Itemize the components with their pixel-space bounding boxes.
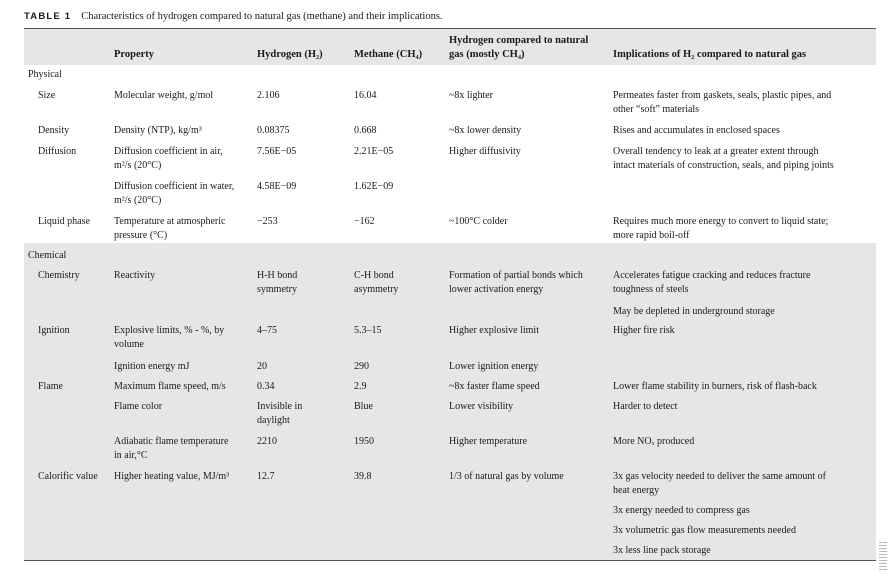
category-cell: Calorific value bbox=[38, 471, 98, 482]
comparison-cell: ~8x lighter bbox=[449, 90, 494, 101]
implication-cell: Accelerates fatigue cracking and reduces fracture toughness of steels bbox=[613, 270, 811, 295]
implication-cell: More NOₓ produced bbox=[613, 436, 695, 447]
hydrogen-cell: 4–75 bbox=[257, 325, 277, 336]
hydrogen-cell: 2210 bbox=[257, 436, 277, 447]
methane-cell: 290 bbox=[354, 361, 369, 372]
implication-cell: Harder to detect bbox=[613, 401, 678, 412]
property-cell: Diffusion coefficient in water, m²/s (20°C) bbox=[114, 181, 235, 206]
hydrogen-cell: 7.56E−05 bbox=[257, 146, 297, 157]
methane-cell: 39.8 bbox=[354, 471, 372, 482]
category-cell: Flame bbox=[38, 381, 63, 392]
hydrogen-cell: 0.34 bbox=[257, 381, 275, 392]
category-cell: Liquid phase bbox=[38, 216, 90, 227]
methane-cell: 1.62E−09 bbox=[354, 181, 394, 192]
hydrogen-cell: Invisible in daylight bbox=[257, 401, 303, 426]
data-table bbox=[24, 28, 876, 561]
implication-cell: Requires much more energy to convert to liquid state; more rapid boil-off bbox=[613, 216, 829, 241]
implication-cell: 3x energy needed to compress gas bbox=[613, 505, 750, 516]
table-label: TABLE 1 bbox=[24, 11, 72, 22]
category-cell: Ignition bbox=[38, 325, 70, 336]
comparison-cell: Lower visibility bbox=[449, 401, 514, 412]
implication-cell: May be depleted in underground storage bbox=[613, 306, 775, 317]
property-cell: Density (NTP), kg/m³ bbox=[114, 125, 202, 136]
header-hydrogen: Hydrogen (H₂) bbox=[257, 49, 323, 60]
comparison-cell: ~100°C colder bbox=[449, 216, 508, 227]
property-cell: Ignition energy mJ bbox=[114, 361, 190, 372]
methane-cell: 2.9 bbox=[354, 381, 367, 392]
header-implications: Implications of H₂ compared to natural gas bbox=[613, 49, 807, 60]
property-cell: Reactivity bbox=[114, 270, 156, 281]
implication-cell: 3x less line pack storage bbox=[613, 545, 711, 556]
methane-cell: 1950 bbox=[354, 436, 374, 447]
hydrogen-cell: 0.08375 bbox=[257, 125, 290, 136]
comparison-cell: ~8x lower density bbox=[449, 125, 522, 136]
methane-cell: 0.668 bbox=[354, 125, 377, 136]
category-cell: Density bbox=[38, 125, 70, 136]
hydrogen-cell: 4.58E−09 bbox=[257, 181, 297, 192]
header-property: Property bbox=[114, 49, 155, 60]
property-cell: Maximum flame speed, m/s bbox=[114, 381, 226, 392]
hydrogen-cell: 12.7 bbox=[257, 471, 275, 482]
comparison-cell: Formation of partial bonds which lower activation energy bbox=[449, 270, 583, 295]
hydrogen-cell: H-H bond symmetry bbox=[257, 270, 298, 295]
implication-cell: Permeates faster from gaskets, seals, plastic pipes, and other “soft” materials bbox=[613, 90, 832, 115]
implication-cell: Lower flame stability in burners, risk of flash-back bbox=[613, 381, 817, 392]
property-cell: Adiabatic flame temperature in air,°C bbox=[114, 436, 229, 461]
comparison-cell: ~8x faster flame speed bbox=[449, 381, 540, 392]
implication-cell: 3x gas velocity needed to deliver the same amount of heat energy bbox=[613, 471, 826, 496]
implication-cell: Overall tendency to leak at a greater extent through intact materials of construction, seals, and piping joints bbox=[613, 146, 834, 171]
section-physical: Physical bbox=[28, 69, 62, 80]
methane-cell: 5.3–15 bbox=[354, 325, 382, 336]
methane-cell: C-H bond asymmetry bbox=[354, 270, 399, 295]
side-watermark bbox=[879, 540, 887, 570]
header-methane: Methane (CH₄) bbox=[354, 49, 423, 60]
property-cell: Diffusion coefficient in air, m²/s (20°C) bbox=[114, 146, 223, 171]
table-title: Characteristics of hydrogen compared to natural gas (methane) and their implications. bbox=[81, 11, 443, 22]
methane-cell: 2.21E−05 bbox=[354, 146, 394, 157]
category-cell: Chemistry bbox=[38, 270, 80, 281]
methane-cell: −162 bbox=[354, 216, 375, 227]
section-chemical: Chemical bbox=[28, 250, 67, 261]
hydrogen-cell: −253 bbox=[257, 216, 278, 227]
methane-cell: Blue bbox=[354, 401, 373, 412]
comparison-cell: Higher diffusivity bbox=[449, 146, 521, 157]
property-cell: Flame color bbox=[114, 401, 163, 412]
property-cell: Molecular weight, g/mol bbox=[114, 90, 214, 101]
comparison-cell: Lower ignition energy bbox=[449, 361, 539, 372]
comparison-cell: 1/3 of natural gas by volume bbox=[449, 471, 564, 482]
property-cell: Higher heating value, MJ/m³ bbox=[114, 471, 230, 482]
comparison-cell: Higher explosive limit bbox=[449, 325, 539, 336]
property-cell: Explosive limits, % - %, by volume bbox=[114, 325, 225, 350]
hydrogen-cell: 20 bbox=[257, 361, 267, 372]
implication-cell: 3x volumetric gas flow measurements needed bbox=[613, 525, 796, 536]
hydrogen-cell: 2.106 bbox=[257, 90, 280, 101]
table-bottom-rule bbox=[24, 560, 876, 561]
implication-cell: Rises and accumulates in enclosed spaces bbox=[613, 125, 780, 136]
header-compared: Hydrogen compared to natural gas (mostly CH₄) bbox=[449, 35, 589, 60]
comparison-cell: Higher temperature bbox=[449, 436, 528, 447]
property-cell: Temperature at atmospheric pressure (°C) bbox=[114, 216, 226, 241]
implication-cell: Higher fire risk bbox=[613, 325, 675, 336]
methane-cell: 16.04 bbox=[354, 90, 377, 101]
table-caption bbox=[24, 11, 443, 22]
category-cell: Diffusion bbox=[38, 146, 77, 157]
category-cell: Size bbox=[38, 90, 56, 101]
